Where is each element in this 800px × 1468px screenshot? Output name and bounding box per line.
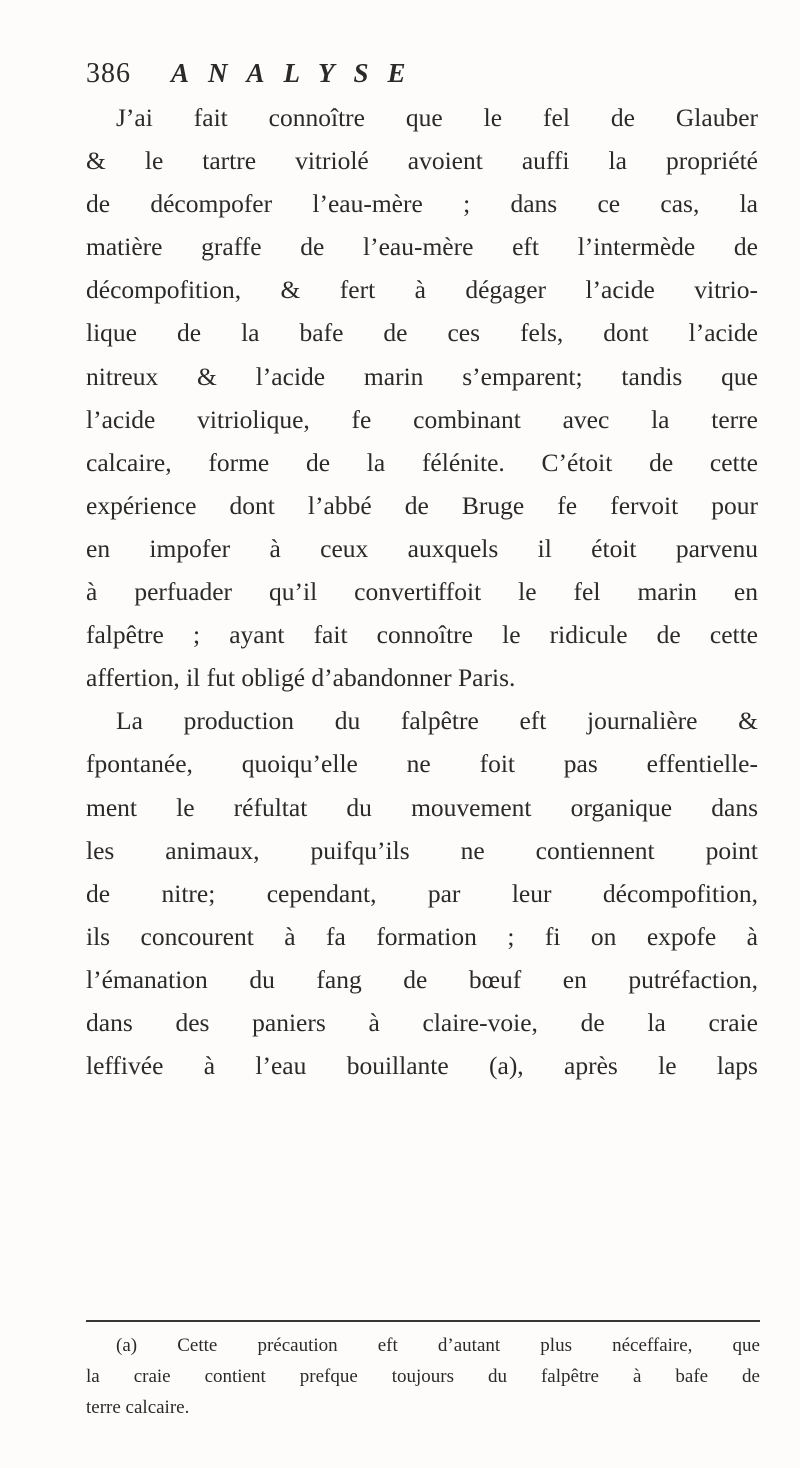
text-line: ment le réfultat du mouvement organique dans [86,792,758,822]
text-line: les animaux, puifqu’ils ne contiennent point [86,835,758,865]
text-line: lique de la bafe de ces fels, dont l’acide [86,318,758,348]
text-line: fpontanée, quoiqu’elle ne foit pas effentielle- [86,749,758,779]
text-line: ils concourent à fa formation ; fi on expofe à [86,921,758,951]
text-line: à perfuader qu’il convertiffoit le fel marin en [86,577,758,607]
text-line: décompofition, & fert à dégager l’acide vitrio- [86,275,758,305]
text-line: La production du falpêtre eft journalière & [116,706,758,736]
text-line: J’ai fait connoître que le fel de Glauber [116,103,758,132]
text-line: expérience dont l’abbé de Bruge fe fervoit pour [86,490,758,520]
text-line: calcaire, forme de la félénite. C’étoit de cette [86,447,758,477]
text-line: de décompofer l’eau-mère ; dans ce cas, la [86,189,758,219]
text-line: leffivée à l’eau bouillante (a), après le laps [86,1051,758,1081]
running-title: ANALYSE [171,58,425,88]
footnote-line: (a) Cette précaution eft d’autant plus néceffaire, que [116,1335,760,1356]
text-line: falpêtre ; ayant fait connoître le ridicule de cette [86,620,758,650]
running-head [86,58,425,98]
text-line: matière graffe de l’eau-mère eft l’intermède de [86,232,758,262]
text-line: nitreux & l’acide marin s’emparent; tandis que [86,361,758,391]
text-line: dans des paniers à claire-voie, de la craie [86,1007,758,1037]
footnote-line: terre calcaire. [86,1397,190,1418]
text-line: l’acide vitriolique, fe combinant avec la terre [86,404,758,434]
text-line: de nitre; cependant, par leur décompofition, [86,878,758,908]
footnote-line: la craie contient prefque toujours du falpêtre à bafe de [86,1366,760,1387]
footnote [86,1330,760,1423]
page-number: 386 [86,58,131,89]
footnote-rule [86,1320,760,1322]
text-line: en impofer à ceux auxquels il étoit parvenu [86,533,758,563]
text-line: & le tartre vitriolé avoient auffi la propriété [86,146,758,176]
body-text [86,96,758,1087]
text-line: affertion, il fut obligé d’abandonner Paris. [86,663,516,693]
text-line: l’émanation du fang de bœuf en putréfaction, [86,964,758,994]
